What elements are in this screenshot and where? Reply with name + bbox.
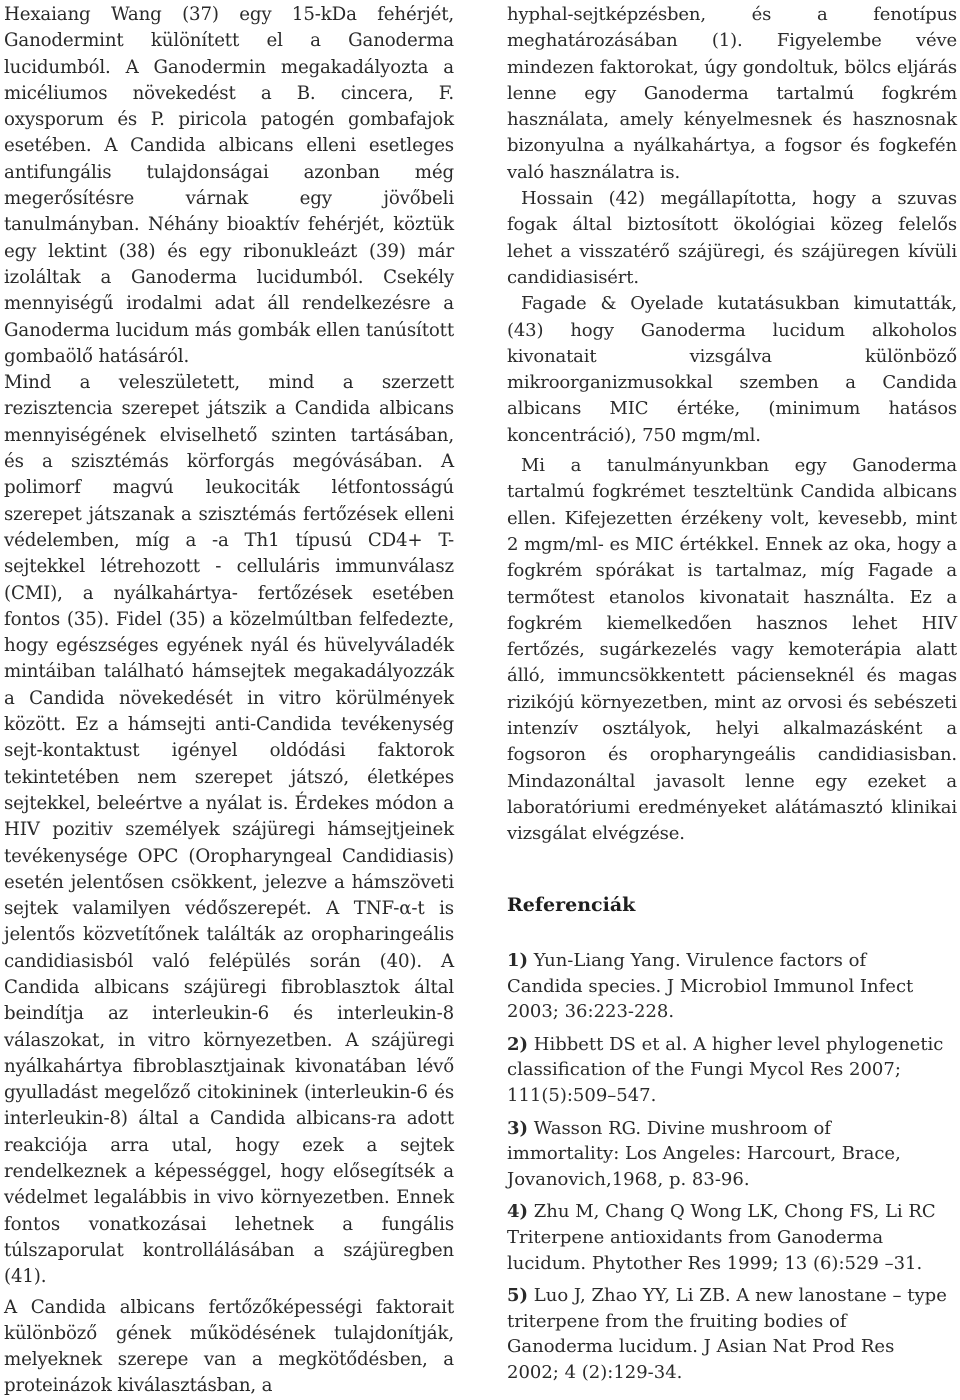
reference-text: Yun-Liang Yang. Virulence factors of Candida species. J Microbiol Immunol Infect 2003; 36:223-228. xyxy=(507,950,914,1023)
paragraph-ganodermin: Hexaiang Wang (37) egy 15-kDa fehérjét, Ganodermint különített el a Ganoderma lucidumból. A Ganodermin megakadályozta a micéliumos növekedést a B. cincera, F. oxysporum és P. piricola patogén gombafajok esetében. A Candida albicans elleni esetleges antifungális tulajdonságai azonban még megerősítésre várnak egy jövőbeli tanulmányban. Néhány bioaktív fehérjét, köztük egy lektint (38) és egy ribonukleázt (39) már izoláltak a Ganoderma lucidumból. Csekély mennyiségű irodalmi adat áll rendelkezésre a Ganoderma lucidum más gombák ellen tanúsított gombaölő hatásáról. xyxy=(4,4,454,367)
paragraph-fagade-oyelade: Fagade & Oyelade kutatásukban kimutatták, (43) hogy Ganoderma lucidum alkoholos kivonatait vizsgálva különböző mikroorganizmusokkal szemben a Candida albicans MIC értéke, (minimum hatásos koncentráció), 750 mgm/ml. xyxy=(507,293,957,446)
reference-item xyxy=(507,1116,947,1193)
paragraph-toothpaste-rationale: hyphal-sejtképzésben, és a fenotípus meghatározásában (1). Figyelembe véve mindezen faktorokat, úgy gondoltuk, bölcs eljárás lenne egy Ganoderma tartalmú fogkrém használata, amely kényelmesnek és hasznosnak bizonyulna a nyálkahártya, a fogsor és fogkefén való használatra is. xyxy=(507,4,957,183)
references-heading: Referenciák xyxy=(507,894,636,916)
reference-text: Wasson RG. Divine mushroom of immortality: Los Angeles: Harcourt, Brace, Jovanovich,1968, p. 83-96. xyxy=(507,1117,901,1190)
references-spacer xyxy=(507,918,947,948)
paragraph-virulence-factors: A Candida albicans fertőzőképességi faktorait különböző gének működésének tulajdonítják, melyeknek szerepe van a megkötődésben, a proteinázok kiválasztásban, a xyxy=(4,1296,454,1397)
reference-text: Luo J, Zhao YY, Li ZB. A new lanostane – type triterpene from the fruiting bodies of Ganoderma lucidum. J Asian Nat Prod Res 2002; 4 (2):129-34. xyxy=(507,1285,947,1383)
references-section xyxy=(507,892,947,1386)
reference-number: 3) xyxy=(507,1117,529,1139)
left-column xyxy=(4,2,454,1400)
reference-text: Hibbett DS et al. A higher level phylogenetic classification of the Fungi Mycol Res 2007; 111(5):509–547. xyxy=(507,1033,944,1106)
reference-text: Zhu M, Chang Q Wong LK, Chong FS, Li RC Triterpene antioxidants from Ganoderma lucidum. Phytother Res 1999; 13 (6):529 –31. xyxy=(507,1201,936,1274)
paragraph-resistance: Mind a veleszületett, mind a szerzett rezisztencia szerepet játszik a Candida albicans mennyiségének elviselhető szinten tartásában, és a szisztémás körforgás megóvásában. A polimorf magvú leukociták létfontosságú szerepet játszanak a szisztémás fertőzések elleni védelemben, míg a -a Th1 típusú CD4+ T-sejtekkel létrehozott - celluláris immunválasz (CMI), a nyálkahártya- fertőzések esetében fontos (35). Fidel (35) a közelmúltban felfedezte, hogy egészséges egyének nyál és hüvelyváladék mintáiban található hámsejtek megakadályozzák a Candida növekedését in vitro körülmények között. Ez a hámsejti anti-Candida tevékenység sejt-kontaktust igényel oldódási faktorok tekintetében nem szerepet játszó, életképes sejtekkel, beleértve a nyálat is. Érdekes módon a HIV pozitiv személyek szájüregi hámsejtjeinek tevékenysége OPC (Oropharyngeal Candidiasis) esetén jelentősen csökkent, jelezve a hámszöveti sejtek valamilyen védőszerepét. A TNF-α-t is jelentős közvetítőnek találták az oropharingeális candidiasisból való felépülés során (40). A Candida albicans szájüregi fibroblasztok által beindítja az interleukin-6 és interleukin-8 válaszokat, in vitro környezetben. A szájüregi nyálkahártya fibroblasztjainak kivonatában lévő gyulladást megelőző citokininek (interleukin-6 és interleukin-8) által a Candida albicans-ra adott reakciója arra utal, hogy ezek a sejtek rendelkeznek a képességgel, hogy elősegítsék a védelmet legalábbis in vivo környezetben. Ennek fontos vonatkozásai lehetnek a fungális túlszaporulat kontrollálásában a szájüregben (41). xyxy=(4,372,454,1288)
paragraph-hossain: Hossain (42) megállapította, hogy a szuvas fogak által biztosított ökológiai közeg felelős lehet a visszatérő szájüregi, és szájüregen kívüli candidiasisért. xyxy=(507,188,957,288)
reference-number: 4) xyxy=(507,1201,529,1223)
reference-item xyxy=(507,1199,947,1276)
reference-item xyxy=(507,1032,947,1109)
right-column xyxy=(507,2,957,848)
paragraph-our-study: Mi a tanulmányunkban egy Ganoderma tartalmú fogkrémet teszteltünk Candida albicans ellen. Kifejezetten érzékeny volt, kevesebb, mint 2 mgm/ml- es MIC értékkel. Ennek az oka, hogy a fogkrém spórákat is tartalmaz, míg Fagade a termőtest etanolos kivonatait használta. Ez a fogkrém kiemelkedően hasznos lehet HIV fertőzés, sugárkezelés vagy kemoterápia alatt álló, immuncsökkentett pácienseknél és magas rizikójú környezetben, mint az orvosi és sebészeti intenzív osztályok, helyi alkalmazásként a fogsoron és oropharyngeális candidiasisban. Mindazonáltal javasolt lenne egy ezeket a laboratóriumi eredményeket alátámasztó klinikai vizsgálat elvégzése. xyxy=(507,455,957,845)
reference-number: 2) xyxy=(507,1033,529,1055)
reference-item xyxy=(507,948,947,1025)
reference-number: 5) xyxy=(507,1285,529,1307)
reference-number: 1) xyxy=(507,950,529,971)
reference-item xyxy=(507,1283,947,1385)
